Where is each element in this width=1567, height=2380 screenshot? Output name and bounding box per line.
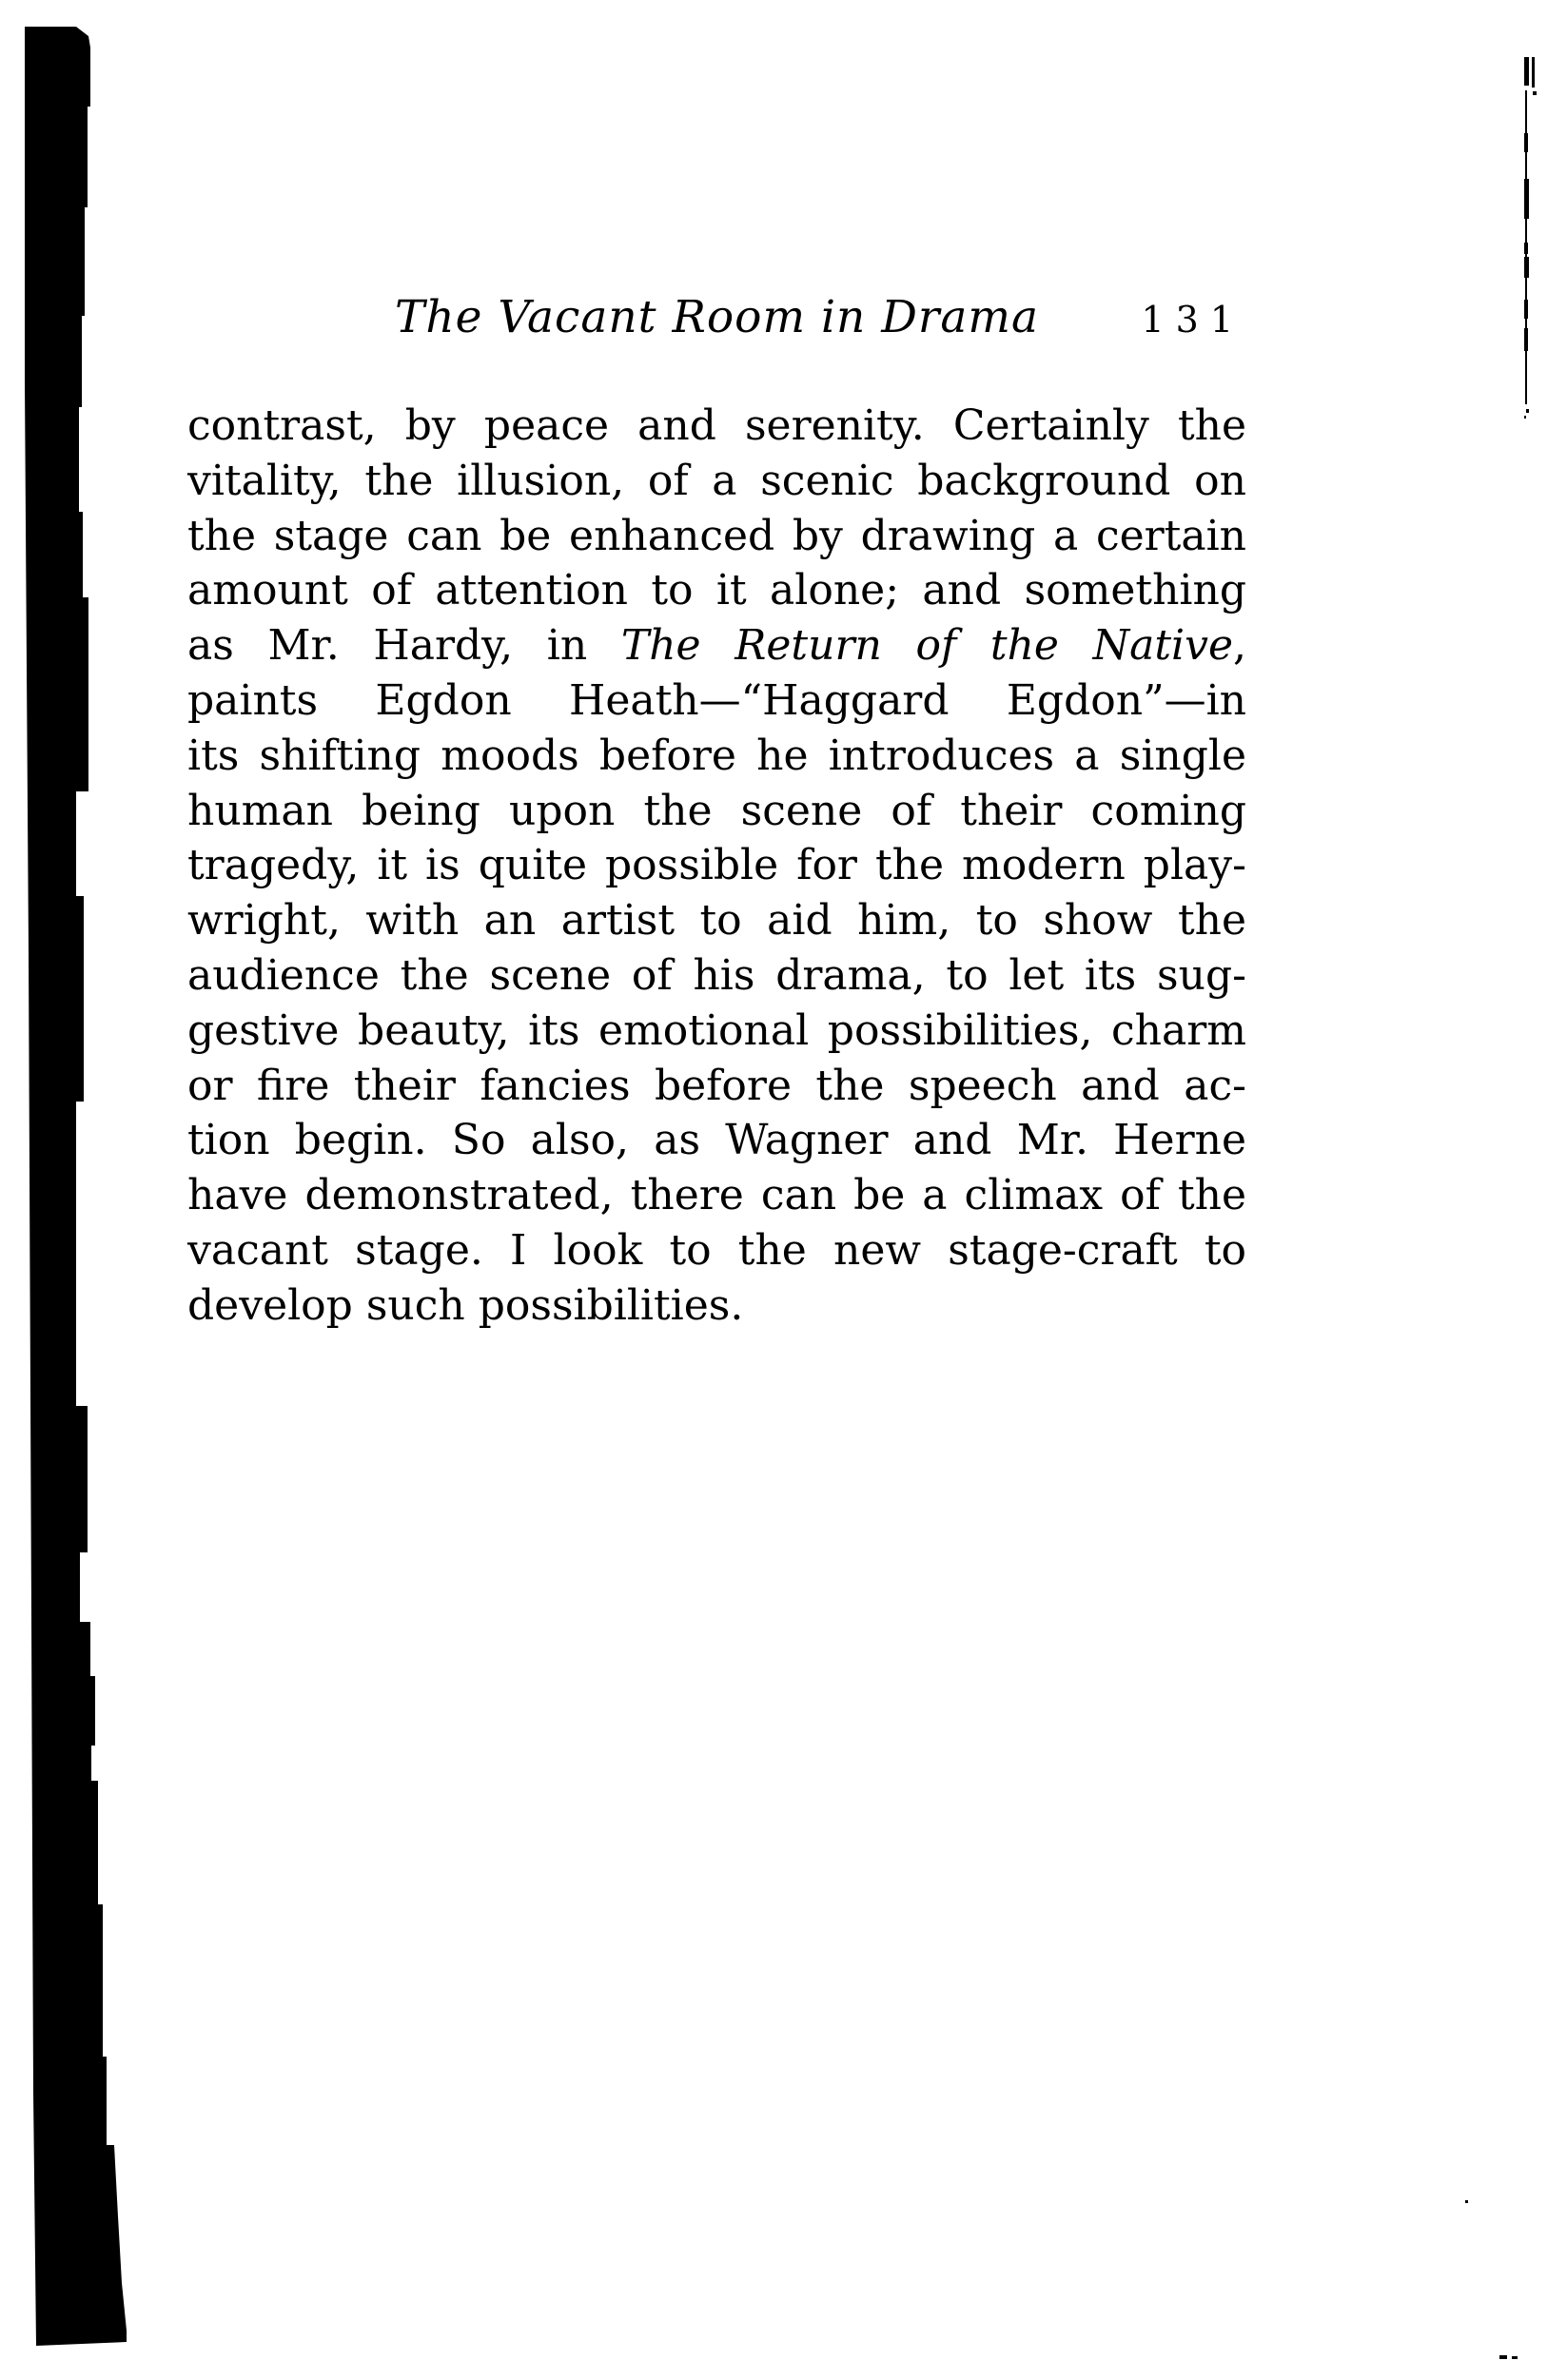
text-line bbox=[187, 1113, 1246, 1168]
text-run: as Mr. Hardy, in bbox=[187, 621, 621, 671]
text-line bbox=[187, 784, 1246, 839]
text-line bbox=[187, 1278, 1246, 1334]
scan-speck bbox=[1512, 2356, 1518, 2359]
text-run: its shifting moods before he introduces a single bbox=[187, 731, 1246, 780]
scan-speck bbox=[1465, 2200, 1468, 2203]
text-line bbox=[187, 509, 1246, 564]
text-line bbox=[187, 729, 1246, 784]
page-body-text bbox=[187, 399, 1246, 1334]
scan-page-edge-line bbox=[1524, 133, 1528, 152]
text-line bbox=[187, 838, 1246, 893]
text-run: , bbox=[1232, 621, 1246, 671]
text-run: audience the scene of his drama, to let its sug- bbox=[187, 950, 1246, 1000]
scan-page-edge-line bbox=[1524, 243, 1528, 254]
running-header bbox=[187, 285, 1246, 358]
text-line bbox=[187, 454, 1246, 509]
italic-text-run: The Return of the Native bbox=[620, 621, 1233, 671]
text-line bbox=[187, 1059, 1246, 1114]
text-run: have demonstrated, there can be a climax of the bbox=[187, 1171, 1246, 1220]
text-run: amount of attention to it alone; and something bbox=[187, 566, 1246, 615]
text-line bbox=[187, 1168, 1246, 1223]
text-line bbox=[187, 563, 1246, 618]
scan-page-edge-line bbox=[1524, 179, 1529, 219]
scan-page-edge-line bbox=[1524, 57, 1529, 86]
text-line bbox=[187, 893, 1246, 948]
running-header-title: The Vacant Room in Drama bbox=[395, 291, 1039, 343]
text-line bbox=[187, 618, 1246, 673]
text-run: vitality, the illusion, of a scenic background on bbox=[187, 456, 1246, 505]
text-run: contrast, by peace and serenity. Certainly the bbox=[187, 401, 1246, 450]
scan-page-edge-line bbox=[1524, 328, 1528, 351]
scan-speck bbox=[1526, 409, 1529, 413]
text-run: develop such possibilities. bbox=[187, 1280, 744, 1330]
scan-speck bbox=[1533, 91, 1537, 95]
text-run: gestive beauty, its emotional possibilities, charm bbox=[187, 1005, 1246, 1055]
text-line bbox=[187, 399, 1246, 454]
text-run: tion begin. So also, as Wagner and Mr. Herne bbox=[187, 1116, 1246, 1165]
text-run: paints Egdon Heath—“Haggard Egdon”—in bbox=[187, 675, 1246, 725]
scan-speck bbox=[1524, 416, 1526, 419]
text-line bbox=[187, 1223, 1246, 1278]
text-run: tragedy, it is quite possible for the modern play- bbox=[187, 841, 1246, 890]
page-number: 131 bbox=[1141, 299, 1244, 341]
scan-speck bbox=[1499, 2355, 1507, 2359]
text-line bbox=[187, 673, 1246, 729]
scan-page-edge-line bbox=[1524, 300, 1528, 319]
text-run: wright, with an artist to aid him, to show the bbox=[187, 896, 1246, 946]
text-run: vacant stage. I look to the new stage-craft to bbox=[187, 1225, 1246, 1275]
text-run: human being upon the scene of their coming bbox=[187, 786, 1246, 835]
text-run: or fire their fancies before the speech and ac- bbox=[187, 1061, 1246, 1110]
text-line bbox=[187, 948, 1246, 1004]
scan-page-edge-line bbox=[1524, 257, 1529, 278]
text-line bbox=[187, 1004, 1246, 1059]
text-run: the stage can be enhanced by drawing a certain bbox=[187, 511, 1246, 560]
scan-page-edge-line bbox=[1532, 57, 1535, 88]
